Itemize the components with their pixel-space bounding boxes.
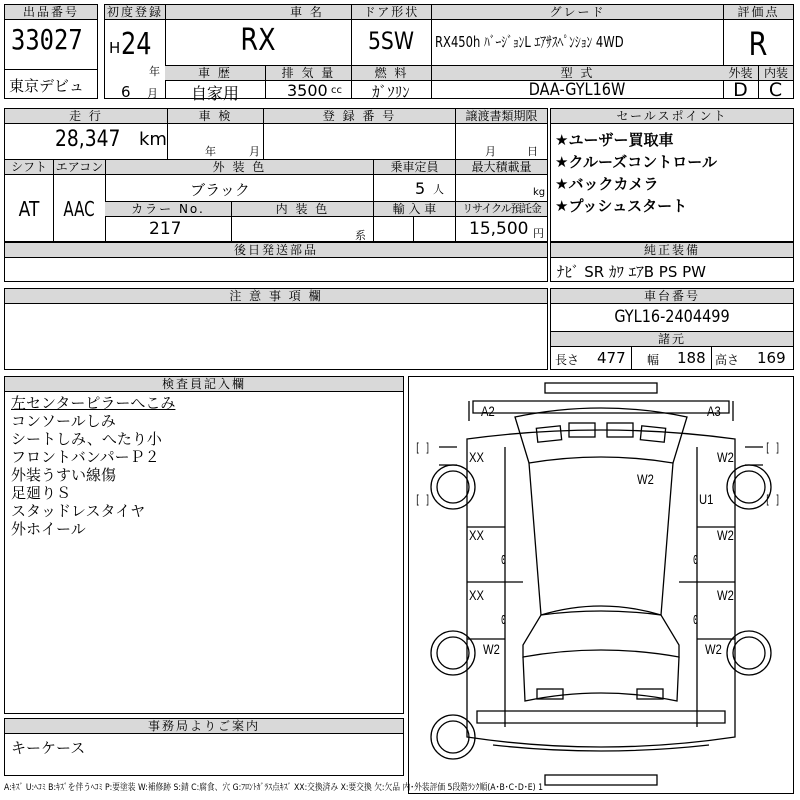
shift-label: シフト bbox=[5, 160, 53, 175]
sales-point-item: ★プッシュスタート bbox=[555, 197, 688, 215]
fuel: ｶﾞｿﾘﾝ bbox=[372, 83, 410, 101]
sales-point-item: ★クルーズコントロール bbox=[555, 153, 717, 171]
yen-unit: 円 bbox=[533, 227, 544, 240]
reg-month: 6 bbox=[121, 83, 131, 101]
damage-mark: W2 bbox=[483, 641, 500, 657]
inspector-line: スタッドレスタイヤ bbox=[11, 502, 146, 520]
damage-mark: 0 bbox=[501, 553, 507, 567]
mirror-bracket: [ ] bbox=[415, 441, 431, 455]
lot-number: 33027 bbox=[11, 23, 83, 56]
lot-label: 出品番号 bbox=[5, 5, 97, 20]
mileage-label: 走 行 bbox=[5, 109, 167, 124]
inspector-line: 外ホイール bbox=[11, 520, 86, 538]
car-name: RX bbox=[240, 23, 276, 58]
damage-mark: XX bbox=[469, 587, 484, 603]
sales-points-box bbox=[550, 108, 794, 242]
model-label: 型 式 bbox=[431, 66, 723, 81]
capacity: 5 bbox=[415, 179, 426, 198]
notes-label: 注 意 事 項 欄 bbox=[5, 289, 547, 304]
load-label: 最大積載量 bbox=[455, 160, 547, 175]
reg-label: 初度登録 bbox=[106, 5, 163, 19]
office-notice-label: 事務局よりご案内 bbox=[5, 719, 403, 734]
damage-mark: W2 bbox=[717, 527, 734, 543]
model: DAA-GYL16W bbox=[528, 80, 626, 100]
transfer-day-unit: 日 bbox=[527, 145, 538, 158]
ac-label: エアコン bbox=[53, 160, 105, 175]
dimensions-label: 諸元 bbox=[551, 331, 793, 347]
car-diagram bbox=[409, 377, 793, 793]
damage-mark: 0 bbox=[693, 553, 699, 567]
kg-unit: kg bbox=[533, 187, 546, 198]
door-label: ドア形状 bbox=[351, 5, 431, 20]
damage-mark: W2 bbox=[637, 471, 654, 487]
interior-grade: C bbox=[768, 79, 783, 101]
sales-point-item: ★ユーザー買取車 bbox=[555, 131, 674, 149]
exterior-grade: D bbox=[733, 79, 748, 101]
inspector-line: シートしみ、へたり小 bbox=[11, 430, 162, 448]
person-unit: 人 bbox=[433, 183, 444, 196]
name-label: 車 名 bbox=[165, 5, 449, 20]
inspector-label: 検査員記入欄 bbox=[5, 377, 403, 392]
transfer-label: 譲渡書類期限 bbox=[455, 109, 547, 124]
mileage: 28,347 bbox=[55, 127, 121, 152]
damage-mark: U1 bbox=[699, 491, 714, 507]
damage-mark: 0 bbox=[501, 613, 507, 627]
equipment-label: 純正装備 bbox=[551, 243, 793, 258]
damage-mark: XX bbox=[469, 449, 484, 465]
later-parts-box bbox=[4, 242, 548, 282]
mirror-bracket: [ ] bbox=[765, 441, 781, 455]
score: R bbox=[748, 25, 768, 63]
chassis-number: GYL16-2404499 bbox=[614, 307, 730, 327]
mirror-bracket: [ ] bbox=[415, 493, 431, 507]
color-label: 外 装 色 bbox=[105, 160, 373, 175]
width: 188 bbox=[677, 349, 706, 367]
damage-mark: 0 bbox=[693, 613, 699, 627]
color-no: 217 bbox=[149, 219, 182, 239]
fuel-label: 燃 料 bbox=[351, 66, 431, 81]
inspector-line: 外装うすい線傷 bbox=[11, 466, 117, 484]
insp-month-unit: 月 bbox=[249, 145, 260, 158]
colorno-label: カラー No. bbox=[105, 202, 231, 217]
damage-diagram-box bbox=[408, 376, 794, 794]
equipment-box bbox=[550, 242, 794, 282]
damage-mark: XX bbox=[469, 527, 484, 543]
interior-label: 内装 bbox=[758, 66, 793, 81]
month-unit: 月 bbox=[147, 87, 158, 100]
equipment-list: ﾅﾋﾞ SR ｶﾜ ｴｱB PS PW bbox=[557, 263, 707, 281]
inspector-box bbox=[4, 376, 404, 714]
intcolor-label: 内 装 色 bbox=[231, 202, 373, 217]
import-label: 輸 入 車 bbox=[373, 202, 455, 217]
chassis-label: 車台番号 bbox=[551, 289, 793, 304]
sales-points-label: セールスポイント bbox=[551, 109, 793, 124]
height-label: 高さ bbox=[715, 353, 740, 367]
damage-mark: A2 bbox=[481, 403, 495, 419]
inspector-line: 足廻りＳ bbox=[11, 484, 72, 502]
venue: 東京デビュ bbox=[9, 77, 85, 95]
sales-point-item: ★バックカメラ bbox=[555, 175, 659, 193]
capacity-label: 乗車定員 bbox=[373, 160, 455, 175]
ac: AAC bbox=[63, 197, 95, 221]
damage-mark: W2 bbox=[717, 587, 734, 603]
detail-table bbox=[4, 108, 548, 242]
displacement-label: 排 気 量 bbox=[265, 66, 351, 81]
displacement: 3500 bbox=[287, 81, 328, 100]
mirror-bracket: [ ] bbox=[765, 493, 781, 507]
length-label: 長さ bbox=[555, 353, 580, 367]
later-parts-label: 後日発送部品 bbox=[5, 243, 547, 258]
office-notice-text: キーケース bbox=[11, 739, 86, 757]
exterior-color: ブラック bbox=[190, 181, 250, 199]
inspector-line: フロントバンパーＰ２ bbox=[11, 448, 160, 466]
door-type: 5SW bbox=[367, 27, 415, 55]
legend: A:ｷｽﾞ U:ﾍｺﾐ B:ｷｽﾞを伴うﾍｺﾐ P:要塗装 W:補修跡 S:錆 C:腐食、穴 G:ﾌﾛﾝﾄｶﾞﾗｽ点ｷｽﾞ XX:交換済み X:要交換 欠:欠品 内･外装評価 5段階ﾗﾝｸ順(A･B･C･D･E) 1 bbox=[4, 783, 544, 793]
recycle: 15,500 bbox=[469, 219, 529, 239]
insp-year-unit: 年 bbox=[205, 145, 216, 158]
year-unit: 年 bbox=[149, 65, 160, 78]
history: 自家用 bbox=[190, 84, 239, 103]
inspection-label: 車 検 bbox=[167, 109, 263, 124]
grade: RX450h ﾊﾞｰｼﾞｮﾝL ｴｱｻｽﾍﾟﾝｼｮﾝ 4WD bbox=[435, 33, 624, 51]
history-label: 車 歴 bbox=[165, 66, 265, 81]
office-notice-box bbox=[4, 718, 404, 776]
exterior-label: 外装 bbox=[723, 66, 758, 81]
regno-label: 登 録 番 号 bbox=[263, 109, 455, 124]
recycle-label: リサイクル預託金 bbox=[455, 202, 547, 217]
lot-box bbox=[4, 4, 98, 99]
header-table bbox=[104, 4, 794, 103]
notes-box bbox=[4, 288, 548, 370]
score-label: 評価点 bbox=[723, 5, 793, 20]
reg-year: 24 bbox=[121, 27, 152, 62]
km-unit: km bbox=[139, 129, 167, 150]
transfer-month-unit: 月 bbox=[485, 145, 496, 158]
cc-unit: cc bbox=[331, 85, 342, 96]
damage-mark: W2 bbox=[717, 449, 734, 465]
damage-mark: W2 bbox=[705, 641, 722, 657]
inspector-line: 左センターピラーへこみ bbox=[11, 394, 176, 412]
intcolor-unit: 系 bbox=[355, 229, 366, 242]
inspector-line: コンソールしみ bbox=[11, 412, 116, 430]
length: 477 bbox=[597, 349, 626, 367]
grade-label: グレード bbox=[431, 5, 723, 20]
height: 169 bbox=[757, 349, 786, 367]
era: H bbox=[109, 39, 121, 57]
damage-mark: A3 bbox=[707, 403, 721, 419]
width-label: 幅 bbox=[647, 353, 660, 367]
chassis-box bbox=[550, 288, 794, 370]
shift: AT bbox=[18, 197, 40, 221]
